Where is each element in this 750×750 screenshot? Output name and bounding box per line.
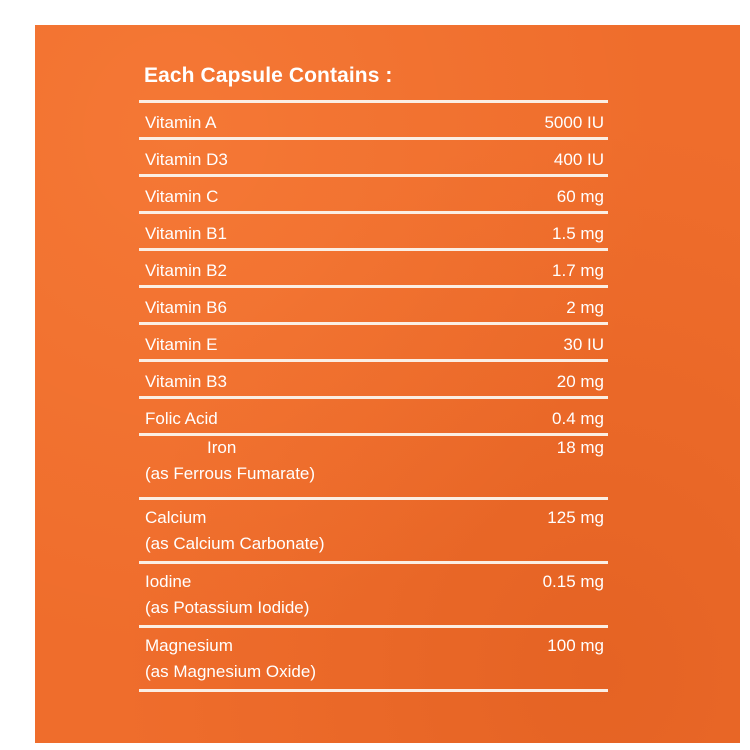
ingredient-name: Iron — [207, 438, 237, 457]
ingredient-amount: 5000 IU — [544, 113, 604, 132]
ingredient-amount: 125 mg — [547, 508, 604, 527]
ingredient-amount: 400 IU — [553, 150, 604, 169]
table-row — [139, 140, 608, 174]
ingredient-amount: 2 mg — [566, 298, 604, 317]
ingredient-source: (as Calcium Carbonate) — [145, 534, 325, 553]
ingredient-amount: 60 mg — [556, 187, 604, 206]
table-row — [139, 251, 608, 285]
ingredient-name: Vitamin E — [145, 335, 218, 354]
table-row — [139, 214, 608, 248]
table-row — [139, 500, 608, 561]
ingredient-source: (as Potassium Iodide) — [145, 598, 310, 617]
ingredient-name: Vitamin C — [145, 187, 219, 206]
ingredient-amount: 0.4 mg — [552, 409, 604, 428]
ingredient-amount: 100 mg — [547, 636, 604, 655]
table-row — [139, 103, 608, 137]
ingredient-amount: 18 mg — [556, 438, 604, 457]
table-row — [139, 325, 608, 359]
ingredient-source: (as Magnesium Oxide) — [145, 662, 317, 681]
composition-heading: Each Capsule Contains : — [144, 64, 393, 87]
ingredient-name: Magnesium — [145, 636, 233, 655]
table-row — [139, 399, 608, 433]
ingredient-name: Vitamin B2 — [145, 261, 227, 280]
ingredient-name: Vitamin B6 — [145, 298, 227, 317]
table-row — [139, 362, 608, 396]
ingredient-amount: 30 IU — [563, 335, 604, 354]
ingredient-amount: 1.7 mg — [552, 261, 604, 280]
ingredient-name: Vitamin B1 — [145, 224, 227, 243]
ingredient-name: Vitamin B3 — [145, 372, 227, 391]
ingredient-name: Calcium — [145, 508, 207, 527]
ingredient-name: Iodine — [145, 572, 192, 591]
table-row — [139, 564, 608, 625]
ingredient-name: Vitamin D3 — [145, 150, 228, 169]
ingredient-amount: 1.5 mg — [552, 224, 604, 243]
table-row — [139, 177, 608, 211]
table-row — [139, 628, 608, 689]
table-row — [139, 288, 608, 322]
ingredient-amount: 0.15 mg — [542, 572, 604, 591]
ingredient-amount: 20 mg — [556, 372, 604, 391]
ingredient-name: Vitamin A — [145, 113, 217, 132]
ingredient-name: Folic Acid — [145, 409, 218, 428]
table-rule — [139, 689, 608, 692]
table-row — [139, 436, 608, 497]
ingredient-source: (as Ferrous Fumarate) — [145, 464, 316, 483]
composition-table — [139, 100, 608, 692]
